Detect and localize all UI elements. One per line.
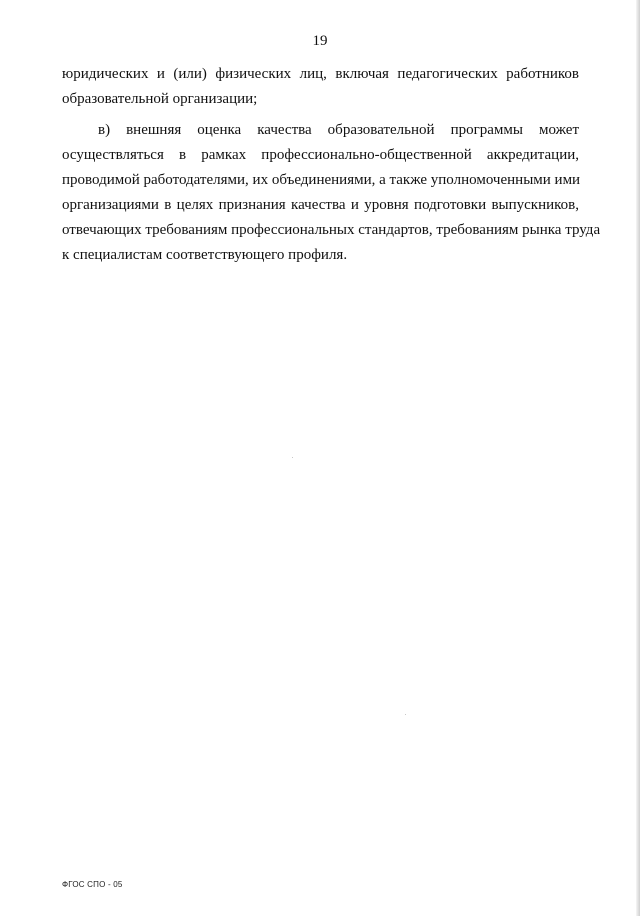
paragraph-item-v xyxy=(62,118,601,268)
text-line: осуществляться в рамках профессионально-общественной аккредитации, xyxy=(62,147,579,163)
page-number: 19 xyxy=(312,33,328,49)
text-line: образовательной организации; xyxy=(62,91,258,107)
scan-edge xyxy=(636,0,640,916)
text-line: в) внешняя оценка качества образовательной программы может xyxy=(98,122,579,138)
document-footer: ФГОС СПО - 05 xyxy=(62,880,123,889)
text-line: юридических и (или) физических лиц, включая педагогических работников xyxy=(62,66,579,82)
text-line: к специалистам соответствующего профиля. xyxy=(62,247,348,263)
text-line: организациями в целях признания качества и уровня подготовки выпускников, xyxy=(62,197,579,213)
scan-speck xyxy=(405,714,406,715)
text-line: отвечающих требованиям профессиональных стандартов, требованиям рынка труда xyxy=(62,222,601,238)
paragraph-continuation xyxy=(62,62,579,112)
scan-speck xyxy=(292,457,293,458)
text-line: проводимой работодателями, их объединениями, а также уполномоченными ими xyxy=(62,172,581,188)
